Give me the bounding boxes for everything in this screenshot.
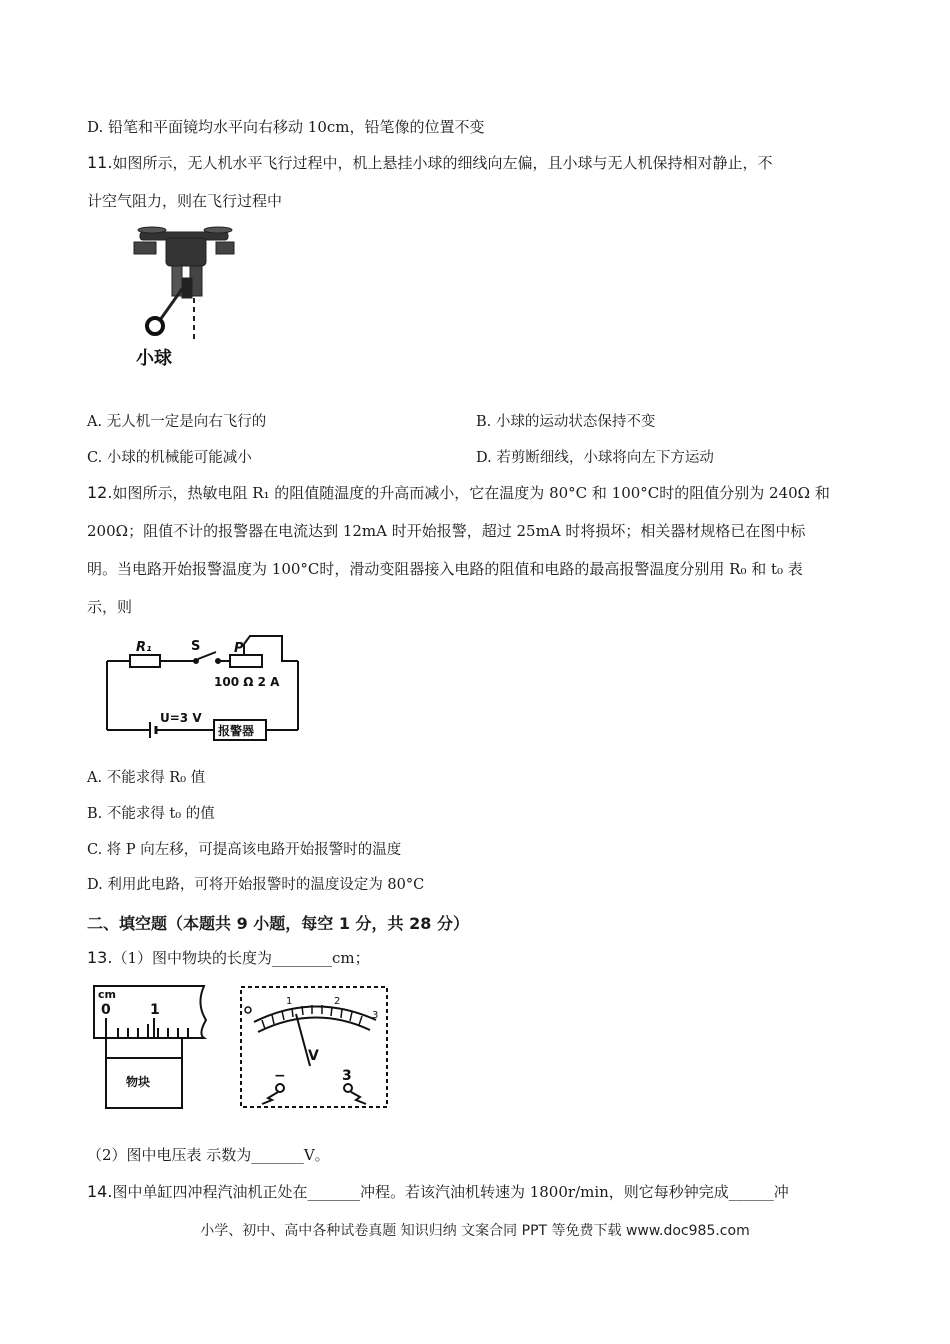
terminal-negative-label: − <box>274 1068 286 1084</box>
alarm-label: 报警器 <box>218 724 255 738</box>
q14-number: 14. <box>87 1182 113 1201</box>
ruler-unit-label: cm <box>98 988 116 1001</box>
q12-text-line4: 示，则 <box>87 598 133 616</box>
q12-option-c[interactable]: C. 将 P 向左移，可提高该电路开始报警时的温度 <box>87 842 402 858</box>
meter-mark-3: 3 <box>372 1010 379 1021</box>
q13-part2: （2）图中电压表 示数为_______V。 <box>87 1146 330 1164</box>
ball-icon <box>147 318 163 334</box>
q13-number: 13. <box>87 948 113 967</box>
q12-option-b[interactable]: B. 不能求得 t₀ 的值 <box>87 806 215 822</box>
voltage-label: U=3 V <box>160 711 202 725</box>
rheostat-spec: 100 Ω 2 A <box>214 675 280 689</box>
voltmeter-figure <box>238 984 393 1110</box>
q11-option-a[interactable]: A. 无人机一定是向右飞行的 <box>87 414 267 430</box>
q12-text1: 如图所示，热敏电阻 R₁ 的阻值随温度的升高而减小，它在温度为 80°C 和 100°C时的阻值分别为 240Ω 和 <box>112 484 830 502</box>
meter-mark-1: 1 <box>286 996 293 1007</box>
q14-text-line1 <box>87 1182 789 1202</box>
meter-frame <box>241 987 387 1107</box>
q12-option-d[interactable]: D. 利用此电路，可将开始报警时的温度设定为 80°C <box>87 877 425 893</box>
q11-number: 11. <box>87 153 113 172</box>
switch-label: S <box>191 639 201 654</box>
terminal-3-icon <box>344 1084 352 1092</box>
q11-option-c[interactable]: C. 小球的机械能可能减小 <box>87 450 252 466</box>
ball-label: 小球 <box>136 348 172 369</box>
slider-label: P <box>234 641 244 656</box>
block-label: 物块 <box>126 1075 151 1089</box>
rheostat <box>230 655 262 667</box>
meter-mark-2: 2 <box>334 996 341 1007</box>
section-heading: 二、填空题（本题共 9 小题，每空 1 分，共 28 分） <box>87 914 469 933</box>
q14-text: 图中单缸四冲程汽油机正处在_______冲程。若该汽油机转速为 1800r/min，则它每秒钟完成______冲 <box>112 1183 789 1201</box>
q12-option-a[interactable]: A. 不能求得 R₀ 值 <box>87 770 206 786</box>
q12-text-line1 <box>87 483 830 503</box>
q12-text-line2: 200Ω；阻值不计的报警器在电流达到 12mA 时开始报警，超过 25mA 时将损坏；相关器材规格已在图中标 <box>87 522 806 540</box>
q11-text-line2: 计空气阻力，则在飞行过程中 <box>87 192 283 210</box>
page-footer: 小学、初中、高中各种试卷真题 知识归纳 文案合同 PPT 等免费下载 www.doc985.com <box>200 1223 750 1239</box>
terminal-negative-icon <box>276 1084 284 1092</box>
q13-part1-text: （1）图中物块的长度为________cm； <box>112 949 370 967</box>
q11-text1: 如图所示，无人机水平飞行过程中，机上悬挂小球的细线向左偏，且小球与无人机保持相对静止，不 <box>112 154 773 172</box>
drone-figure <box>132 222 252 372</box>
q11-option-b[interactable]: B. 小球的运动状态保持不变 <box>476 414 656 430</box>
option-d-previous: D. 铅笔和平面镜均水平向右移动 10cm，铅笔像的位置不变 <box>87 118 485 136</box>
q11-text-line1 <box>87 153 772 173</box>
q11-option-d[interactable]: D. 若剪断细线，小球将向左下方运动 <box>476 450 714 466</box>
q12-number: 12. <box>87 483 113 502</box>
r1-label: R₁ <box>136 640 152 655</box>
ruler-figure <box>92 982 217 1114</box>
meter-unit-label: V <box>308 1048 319 1064</box>
q13-part1 <box>87 948 370 968</box>
ruler-one-label: 1 <box>150 1002 160 1018</box>
terminal-3-label: 3 <box>342 1068 352 1084</box>
ruler-zero-label: 0 <box>101 1002 111 1018</box>
switch-s <box>198 652 216 659</box>
circuit-diagram <box>102 628 307 748</box>
thermistor-r1 <box>130 655 160 667</box>
q12-text-line3: 明。当电路开始报警温度为 100°C时，滑动变阻器接入电路的阻值和电路的最高报警温度分别用 R₀ 和 t₀ 表 <box>87 560 803 578</box>
